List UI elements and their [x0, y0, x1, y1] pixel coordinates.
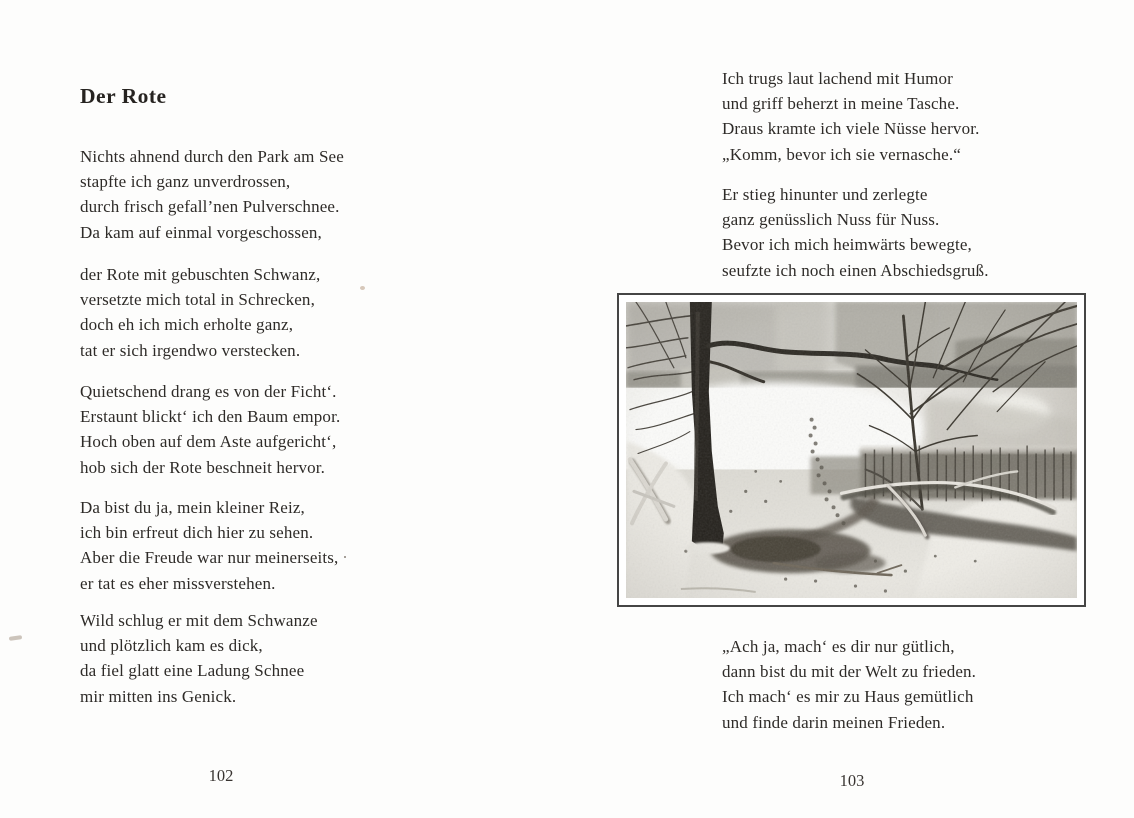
poem-line: ich bin erfreut dich hier zu sehen. [80, 523, 314, 543]
page-number-right: 103 [839, 771, 865, 790]
poem-line: tat er sich irgendwo verstecken. [80, 340, 301, 360]
poem-line: Aber die Freude war nur meinerseits, [80, 548, 339, 568]
poem-line: Ich trugs laut lachend mit Humor [722, 69, 953, 88]
page-number-left: 102 [208, 766, 234, 785]
poem-line: durch frisch gefall’nen Pulverschnee. [80, 197, 340, 217]
winter-lake-photo [626, 302, 1077, 598]
poem-line: hob sich der Rote beschneit hervor. [80, 457, 326, 477]
poem-line: Erstaunt blickt‘ ich den Baum empor. [80, 407, 341, 427]
scan-artifact-speck [360, 286, 365, 290]
poem-line: „Komm, bevor ich sie vernasche.“ [722, 144, 961, 164]
stanza-7 [722, 182, 989, 283]
poem-line: Bevor ich mich heimwärts bewegte, [722, 235, 972, 255]
poem-line: und finde darin meinen Frieden. [722, 712, 946, 732]
poem-line: Wild schlug er mit dem Schwanze [80, 611, 318, 630]
scan-artifact-dot [344, 556, 346, 558]
poem-line: Da bist du ja, mein kleiner Reiz, [80, 498, 305, 517]
poem-line: Ich mach‘ es mir zu Haus gemütlich [722, 687, 974, 707]
poem-title: Der Rote [80, 84, 167, 108]
poem-line: da fiel glatt eine Ladung Schnee [80, 661, 305, 681]
poem-line: und plötzlich kam es dick, [80, 636, 263, 656]
poem-line: seufzte ich noch einen Abschiedsgruß. [722, 260, 989, 280]
stanza-3 [80, 379, 340, 480]
poem-line: und griff beherzt in meine Tasche. [722, 94, 960, 114]
stanza-8 [722, 634, 976, 735]
poem-line: dann bist du mit der Welt zu frieden. [722, 662, 977, 682]
poem-line: versetzte mich total in Schrecken, [80, 290, 315, 310]
poem-line: Draus kramte ich viele Nüsse hervor. [722, 119, 980, 139]
stanza-2 [80, 262, 320, 363]
scan-artifact-left-edge [9, 635, 22, 641]
poem-line: mir mitten ins Genick. [80, 686, 237, 706]
poem-line: Hoch oben auf dem Aste aufgericht‘, [80, 432, 337, 452]
poem-line: Er stieg hinunter und zerlegte [722, 185, 928, 204]
stanza-6 [722, 66, 980, 167]
poem-line: stapfte ich ganz unverdrossen, [80, 172, 291, 192]
stanza-4 [80, 495, 338, 596]
poem-line: ganz genüsslich Nuss für Nuss. [722, 210, 940, 230]
stanza-5 [80, 608, 318, 709]
poem-line: Nichts ahnend durch den Park am See [80, 147, 344, 166]
poem-line: Da kam auf einmal vorgeschossen, [80, 222, 322, 242]
poem-line: doch eh ich mich erholte ganz, [80, 315, 294, 335]
poem-line: „Ach ja, mach‘ es dir nur gütlich, [722, 637, 955, 656]
poem-line: er tat es eher missverstehen. [80, 573, 276, 593]
poem-line: Quietschend drang es von der Ficht‘. [80, 382, 337, 401]
photo-frame [617, 293, 1086, 607]
poem-line: der Rote mit gebuschten Schwanz, [80, 265, 321, 284]
stanza-1 [80, 144, 344, 245]
